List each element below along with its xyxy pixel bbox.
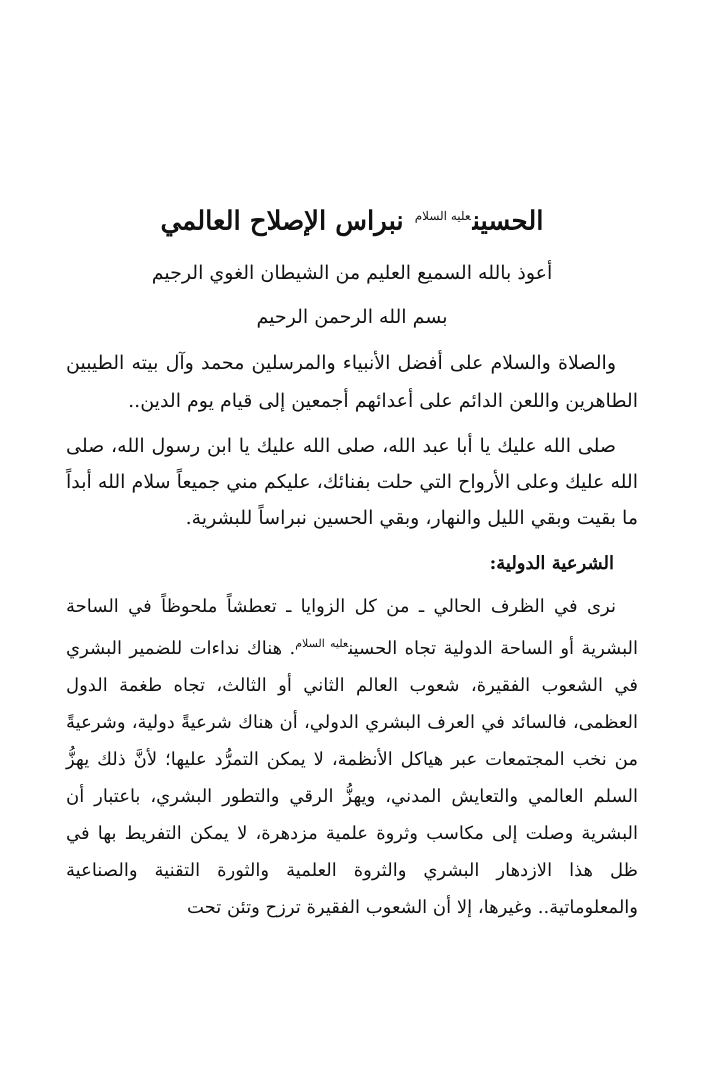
title-honorific: عليه السلام xyxy=(414,209,471,223)
section-heading: الشرعية الدولية: xyxy=(489,552,614,574)
section-body-honorific: عليه السلام xyxy=(295,636,349,650)
document-page xyxy=(66,196,638,926)
salawat-paragraph: والصلاة والسلام على أفضل الأنبياء والمرسلين محمد وآل بيته الطيبين الطاهرين واللعن الدائم على أعدائهم أجمعين إلى قيام يوم الدين.. xyxy=(66,351,638,412)
title-rest: نبراس الإصلاح العالمي xyxy=(160,206,404,237)
section-body-part1: نرى في الظرف الحالي ـ من كل الزوايا ـ تعطشاً ملحوظاً في الساحة البشرية أو الساحة الدولية تجاه الحسين xyxy=(66,595,638,659)
section-body xyxy=(66,588,638,926)
section-body-part2: . هناك نداءات للضمير البشري في الشعوب الفقيرة، شعوب العالم الثاني أو الثالث، تجاه طغمة الدول العظمى، فالسائد في العرف البشري الدولي، أن هناك شرعيةً دولية، وشرعيةً من نخب المجتمعات عبر هياكل الأنظمة، لا يمكن التمرُّد عليها؛ لأنَّ ذلك يهزُّ السلم العالمي والتعايش المدني، ويهزُّ الرقي والتطور البشري، باعتبار أن البشرية وصلت إلى مكاسب وثروة علمية مزدهرة، لا يمكن التفريط بها في ظل هذا الازدهار البشري والثروة العلمية والثورة التقنية والصناعية والمعلوماتية.. وغيرها، إلا أن الشعوب الفقيرة ترزح وتئن تحت xyxy=(66,637,638,918)
basmala-line: بسم الله الرحمن الرحيم xyxy=(256,305,448,328)
title-name: الحسين xyxy=(472,206,544,237)
isti-adha-line: أعوذ بالله السميع العليم من الشيطان الغوي الرجيم xyxy=(151,261,553,284)
ziyara-paragraph: صلى الله عليك يا أبا عبد الله، صلى الله عليك يا ابن رسول الله، صلى الله عليك وعلى الأرواح التي حلت بفنائك، عليكم مني جميعاً سلام الله أبداً ما بقيت وبقي الليل والنهار، وبقي الحسين نبراساً للبشرية. xyxy=(66,434,638,529)
page-title xyxy=(66,196,638,242)
